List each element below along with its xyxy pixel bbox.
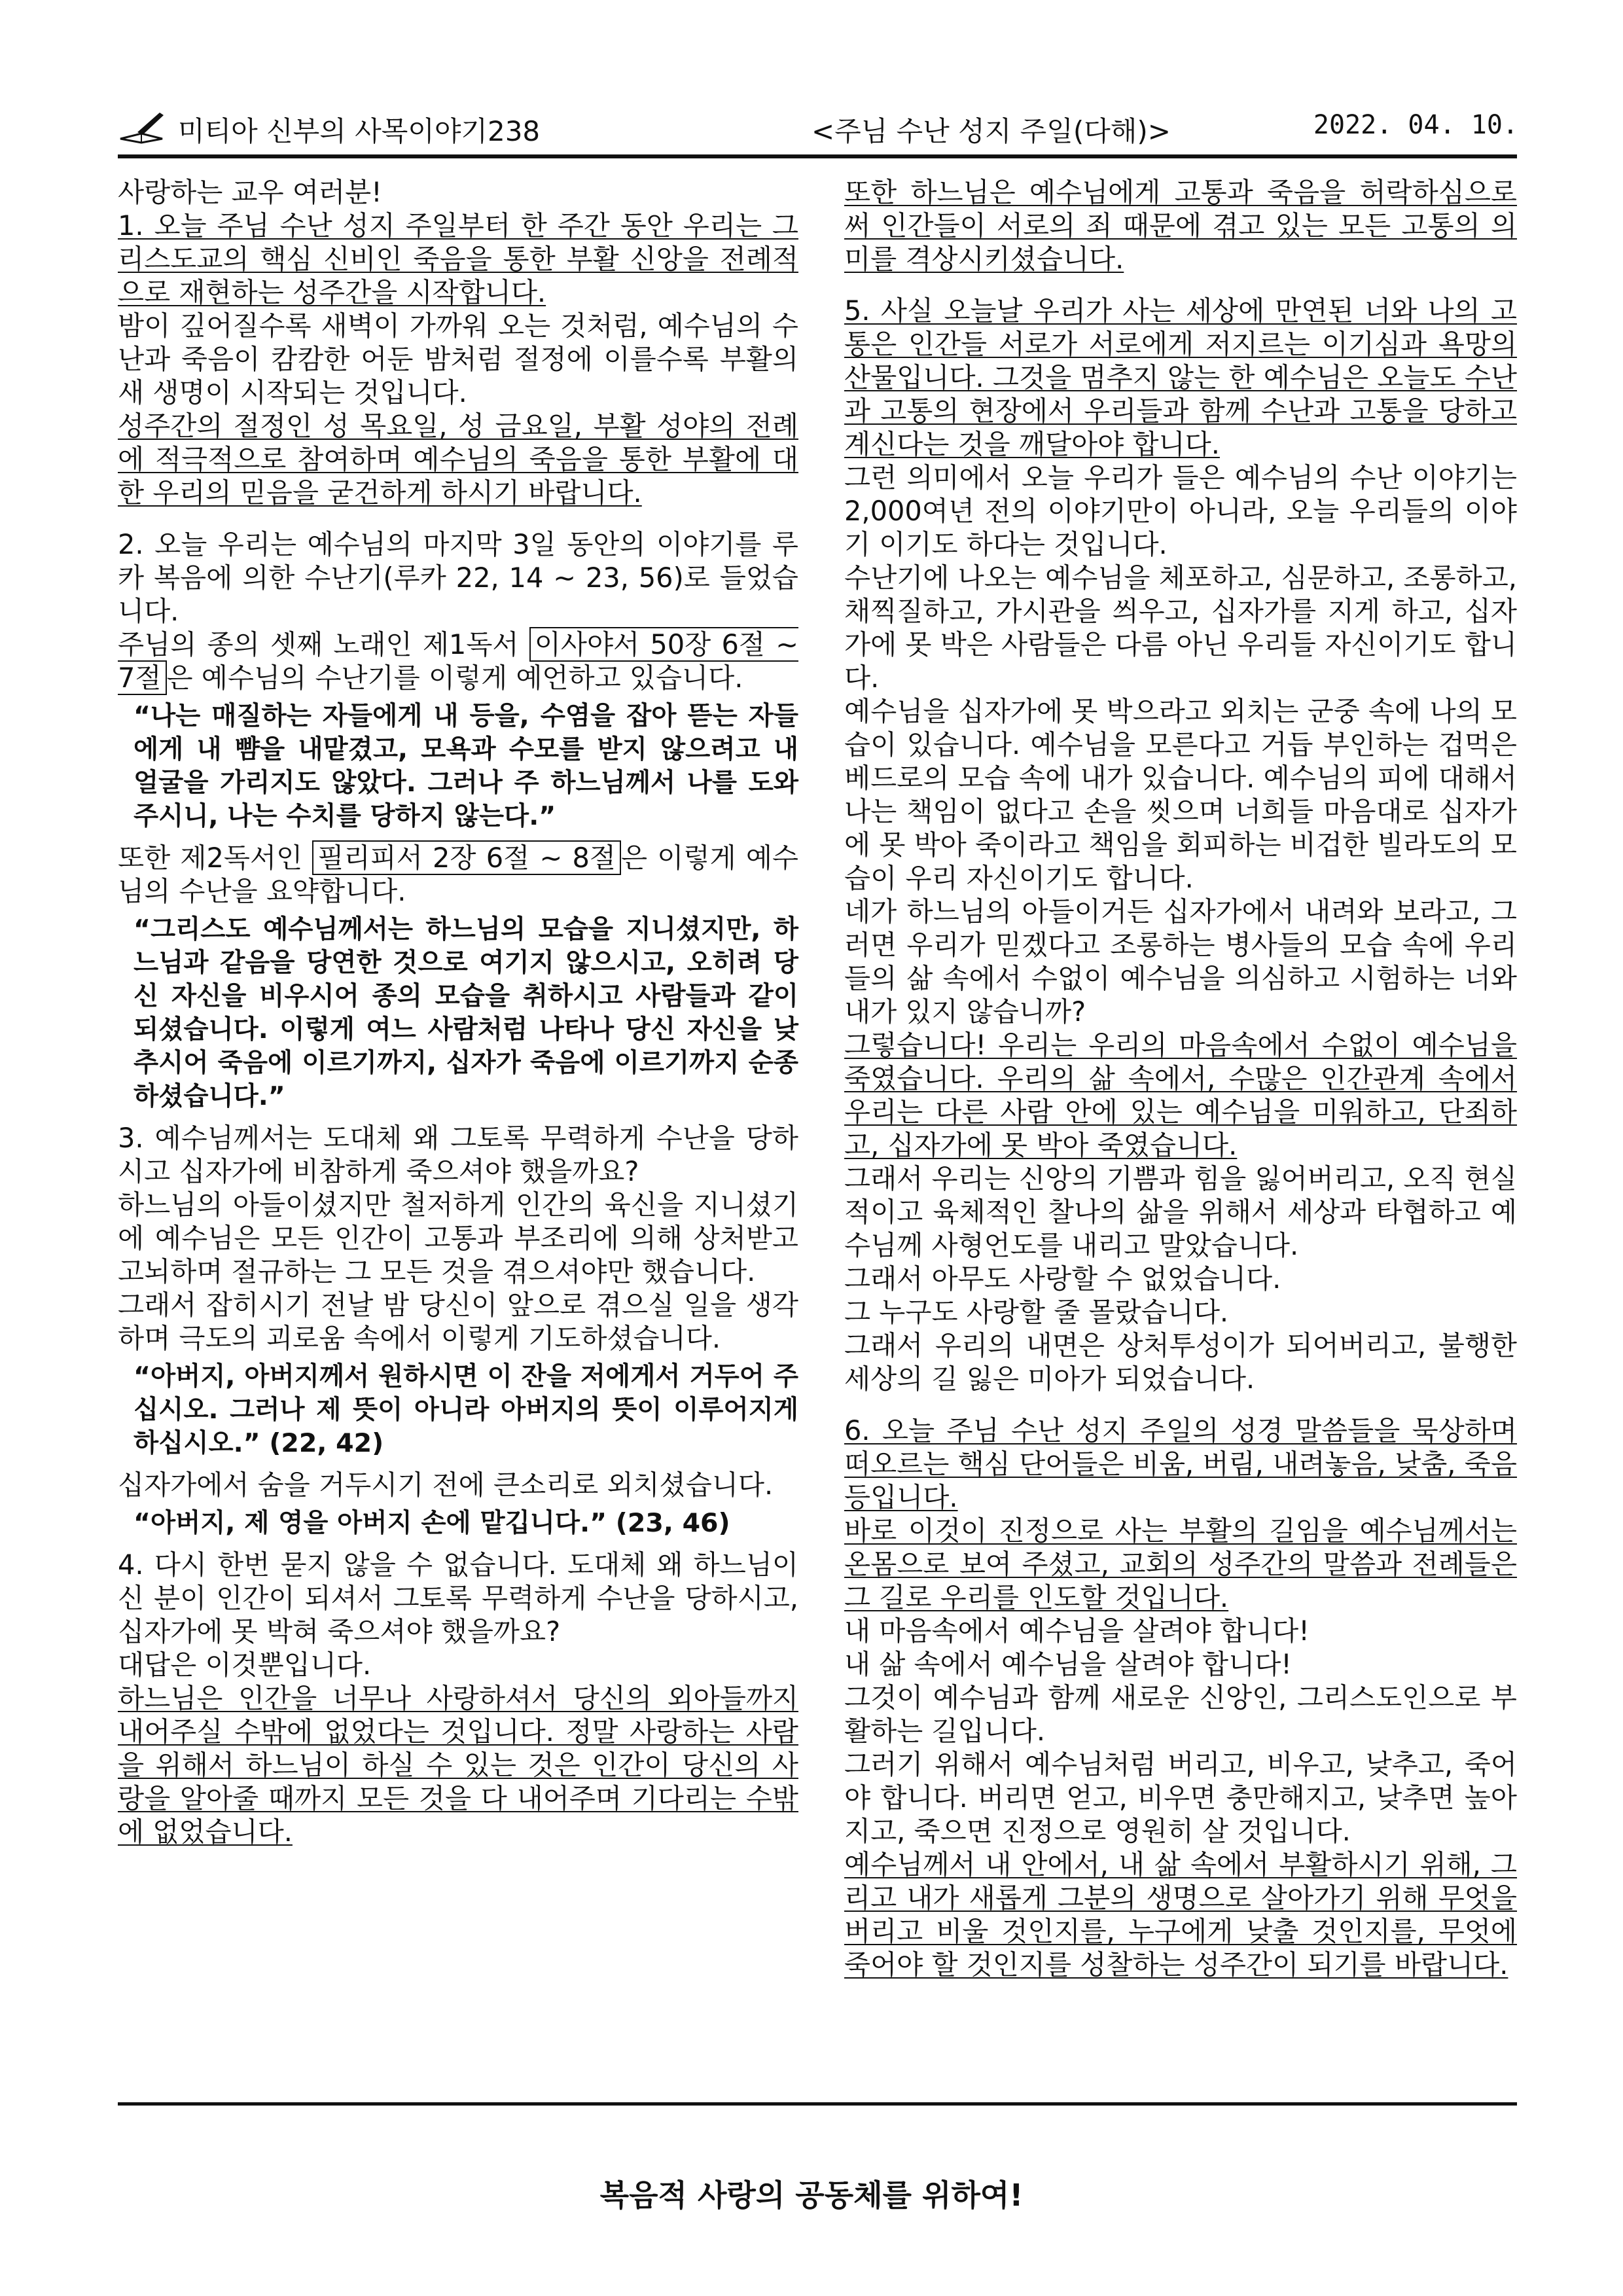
paragraph-gap <box>118 509 798 528</box>
underlined-paragraph: 6. 오늘 주님 수난 성지 주일의 성경 말씀들을 묵상하며 떠오르는 핵심 단어들은 비움, 버림, 내려놓음, 낮춤, 죽음 등입니다. <box>844 1414 1517 1513</box>
underlined-paragraph: 하느님은 인간을 너무나 사랑하셔서 당신의 외아들까지 내어주실 수밖에 없었다는 것입니다. 정말 사랑하는 사람을 위해서 하느님이 하실 수 있는 것은 인간이 당신의 사랑을 알아줄 때까지 모든 것을 다 내어주며 기다리는 수밖에 없었습니다. <box>118 1682 798 1848</box>
paragraph: 3. 예수님께서는 도대체 왜 그토록 무력하게 수난을 당하시고 십자가에 비참하게 죽으셔야 했을까요? <box>118 1122 798 1187</box>
underlined-paragraph: 바로 이것이 진정으로 사는 부활의 길임을 예수님께서는 온몸으로 보여 주셨고, 교회의 성주간의 말씀과 전례들은 그 길로 우리를 인도할 것입니다. <box>844 1515 1517 1613</box>
underlined-paragraph: 또한 하느님은 예수님에게 고통과 죽음을 허락하심으로써 인간들이 서로의 죄 때문에 겪고 있는 모든 고통의 의미를 격상시키셨습니다. <box>844 176 1517 275</box>
paragraph: 그 누구도 사랑할 줄 몰랐습니다. <box>844 1296 1229 1328</box>
paragraph: 그것이 예수님과 함께 새로운 신앙인, 그리스도인으로 부활하는 길입니다. <box>844 1681 1517 1747</box>
paragraph-gap <box>844 1395 1517 1414</box>
header-series-title: 미티아 신부의 사목이야기238 <box>178 115 541 147</box>
paragraph <box>118 841 798 908</box>
header-rule <box>118 154 1517 158</box>
paragraph: 네가 하느님의 아들이거든 십자가에서 내려와 보라고, 그러면 우리가 믿겠다고 조롱하는 병사들의 모습 속에 우리들의 삶 속에서 수없이 예수님을 의심하고 시험하는 너와 내가 있지 않습니까? <box>844 895 1517 1028</box>
paragraph: 하느님의 아들이셨지만 철저하게 인간의 육신을 지니셨기에 예수님은 모든 인간이 고통과 부조리에 의해 상처받고 고뇌하며 절규하는 그 모든 것을 겪으셔야만 했습니다. <box>118 1189 798 1287</box>
underlined-paragraph: 성주간의 절정인 성 목요일, 성 금요일, 부활 성야의 전례에 적극적으로 참여하며 예수님의 죽음을 통한 부활에 대한 우리의 믿음을 굳건하게 하시기 바랍니다. <box>118 410 798 509</box>
scripture-quote: “그리스도 예수님께서는 하느님의 모습을 지니셨지만, 하느님과 같음을 당연한 것으로 여기지 않으시고, 오히려 당신 자신을 비우시어 종의 모습을 취하시고 사람들과 같이 되셨습니다. 이렇게 여느 사람처럼 나타나 당신 자신을 낮추시어 죽음에 이르기까지, 십자가 죽음에 이르기까지 순종하셨습니다.” <box>134 914 798 1111</box>
underlined-paragraph: 예수님께서 내 안에서, 내 삶 속에서 부활하시기 위해, 그리고 내가 새롭게 그분의 생명으로 살아가기 위해 무엇을 버리고 비울 것인지를, 누구에게 낮출 것인지를, 무엇에 죽어야 할 것인지를 성찰하는 성주간이 되기를 바랍니다. <box>844 1848 1517 1981</box>
paragraph: 밤이 깊어질수록 새벽이 가까워 오는 것처럼, 예수님의 수난과 죽음이 캄캄한 어둔 밤처럼 절정에 이를수록 부활의 새 생명이 시작되는 것입니다. <box>118 310 798 408</box>
paragraph: 은 이렇게 예수님의 수난을 요약합니다. <box>118 842 798 907</box>
underlined-paragraph: 5. 사실 오늘날 우리가 사는 세상에 만연된 너와 나의 고통은 인간들 서로가 서로에게 저지르는 이기심과 욕망의 산물입니다. 그것을 멈추지 않는 한 예수님은 오늘도 수난과 고통의 현장에서 우리들과 함께 수난과 고통을 당하고 계신다는 것을 깨달아야 합니다. <box>844 295 1517 460</box>
scripture-quote: “아버지, 제 영을 아버지 손에 맡깁니다.” (23, 46) <box>134 1508 730 1538</box>
underlined-paragraph: 그렇습니다! 우리는 우리의 마음속에서 수없이 예수님을 죽였습니다. 우리의 삶 속에서, 수많은 인간관계 속에서 우리는 다른 사람 안에 있는 예수님을 미워하고, 단죄하고, 십자가에 못 박아 죽였습니다. <box>844 1029 1517 1161</box>
paragraph: 그러기 위해서 예수님처럼 버리고, 비우고, 낮추고, 죽어야 합니다. 버리면 얻고, 비우면 충만해지고, 낮추면 높아지고, 죽으면 진정으로 영원히 살 것입니다. <box>844 1748 1517 1847</box>
left-column <box>118 175 798 1848</box>
quill-book-icon <box>118 110 170 144</box>
scripture-quote: “아버지, 아버지께서 원하시면 이 잔을 저에게서 거두어 주십시오. 그러나 제 뜻이 아니라 아버지의 뜻이 이루어지게 하십시오.” (22, 42) <box>134 1361 798 1458</box>
paragraph: 그래서 우리의 내면은 상처투성이가 되어버리고, 불행한 세상의 길 잃은 미아가 되었습니다. <box>844 1329 1517 1395</box>
paragraph: 십자가에서 숨을 거두시기 전에 큰소리로 외치셨습니다. <box>118 1469 774 1501</box>
scripture-reference-box: 필리피서 2장 6절 ~ 8절 <box>312 840 621 875</box>
paragraph: 은 예수님의 수난기를 이렇게 예언하고 있습니다. <box>166 662 743 694</box>
paragraph-text: 주님의 종의 셋째 노래인 제1독서 <box>118 628 529 660</box>
paragraph: 4. 다시 한번 묻지 않을 수 없습니다. 도대체 왜 하느님이신 분이 인간이 되셔서 그토록 무력하게 수난을 당하시고, 십자가에 못 박혀 죽으셔야 했을까요? <box>118 1549 798 1647</box>
underlined-paragraph: 1. 오늘 주님 수난 성지 주일부터 한 주간 동안 우리는 그리스도교의 핵심 신비인 죽음을 통한 부활 신앙을 전례적으로 재현하는 성주간을 시작합니다. <box>118 209 798 308</box>
page-header <box>118 110 1518 147</box>
paragraph: 내 삶 속에서 예수님을 살려야 합니다! <box>844 1648 1292 1680</box>
paragraph: 그런 의미에서 오늘 우리가 들은 예수님의 수난 이야기는 2,000여년 전의 이야기만이 아니라, 오늘 우리들의 이야기 이기도 하다는 것입니다. <box>844 461 1517 560</box>
paragraph: 사랑하는 교우 여러분! <box>118 176 382 208</box>
paragraph: 대답은 이것뿐입니다. <box>118 1649 372 1681</box>
header-liturgy-title: <주님 수난 성지 주일(다해)> <box>812 115 1171 147</box>
paragraph: 2. 오늘 우리는 예수님의 마지막 3일 동안의 이야기를 루카 복음에 의한 수난기(루카 22, 14 ~ 23, 56)로 들었습니다. <box>118 528 798 627</box>
footer-rule <box>118 2102 1517 2106</box>
paragraph-text: 또한 제2독서인 <box>118 842 313 874</box>
paragraph: 예수님을 십자가에 못 박으라고 외치는 군중 속에 나의 모습이 있습니다. 예수님을 모른다고 거듭 부인하는 겁먹은 베드로의 모습 속에 내가 있습니다. 예수님의 피에 대해서 나는 책임이 없다고 손을 씻으며 너희들 마음대로 십자가에 못 박아 죽이라고 책임을 회피하는 비겁한 빌라도의 모습이 우리 자신이기도 합니다. <box>844 695 1517 894</box>
header-date: 2022. 04. 10. <box>1313 110 1518 140</box>
paragraph: 그래서 잡히시기 전날 밤 당신이 앞으로 겪으실 일을 생각하며 극도의 괴로움 속에서 이렇게 기도하셨습니다. <box>118 1289 798 1354</box>
paragraph-gap <box>844 276 1517 294</box>
right-column <box>844 175 1517 1981</box>
paragraph <box>118 628 798 694</box>
paragraph: 수난기에 나오는 예수님을 체포하고, 심문하고, 조롱하고, 채찍질하고, 가시관을 씌우고, 십자가를 지게 하고, 십자가에 못 박은 사람들은 다름 아닌 우리들 자신이기도 합니다. <box>844 562 1517 694</box>
paragraph: 그래서 우리는 신앙의 기쁨과 힘을 잃어버리고, 오직 현실적이고 육체적인 찰나의 삶을 위해서 세상과 타협하고 예수님께 사형언도를 내리고 말았습니다. <box>844 1162 1517 1261</box>
footer-motto: 복음적 사랑의 공동체를 위하여! <box>599 2178 1024 2213</box>
scripture-quote: “나는 매질하는 자들에게 내 등을, 수염을 잡아 뜯는 자들에게 내 뺨을 내맡겼고, 모욕과 수모를 받지 않으려고 내 얼굴을 가리지도 않았다. 그러나 주 하느님께서 나를 도와주시니, 나는 수치를 당하지 않는다.” <box>134 701 798 831</box>
paragraph: 그래서 아무도 사랑할 수 없었습니다. <box>844 1263 1281 1295</box>
paragraph: 내 마음속에서 예수님을 살려야 합니다! <box>844 1615 1310 1647</box>
scripture-reference-box: 이사야서 50장 6절 ~ 7절 <box>118 628 798 694</box>
